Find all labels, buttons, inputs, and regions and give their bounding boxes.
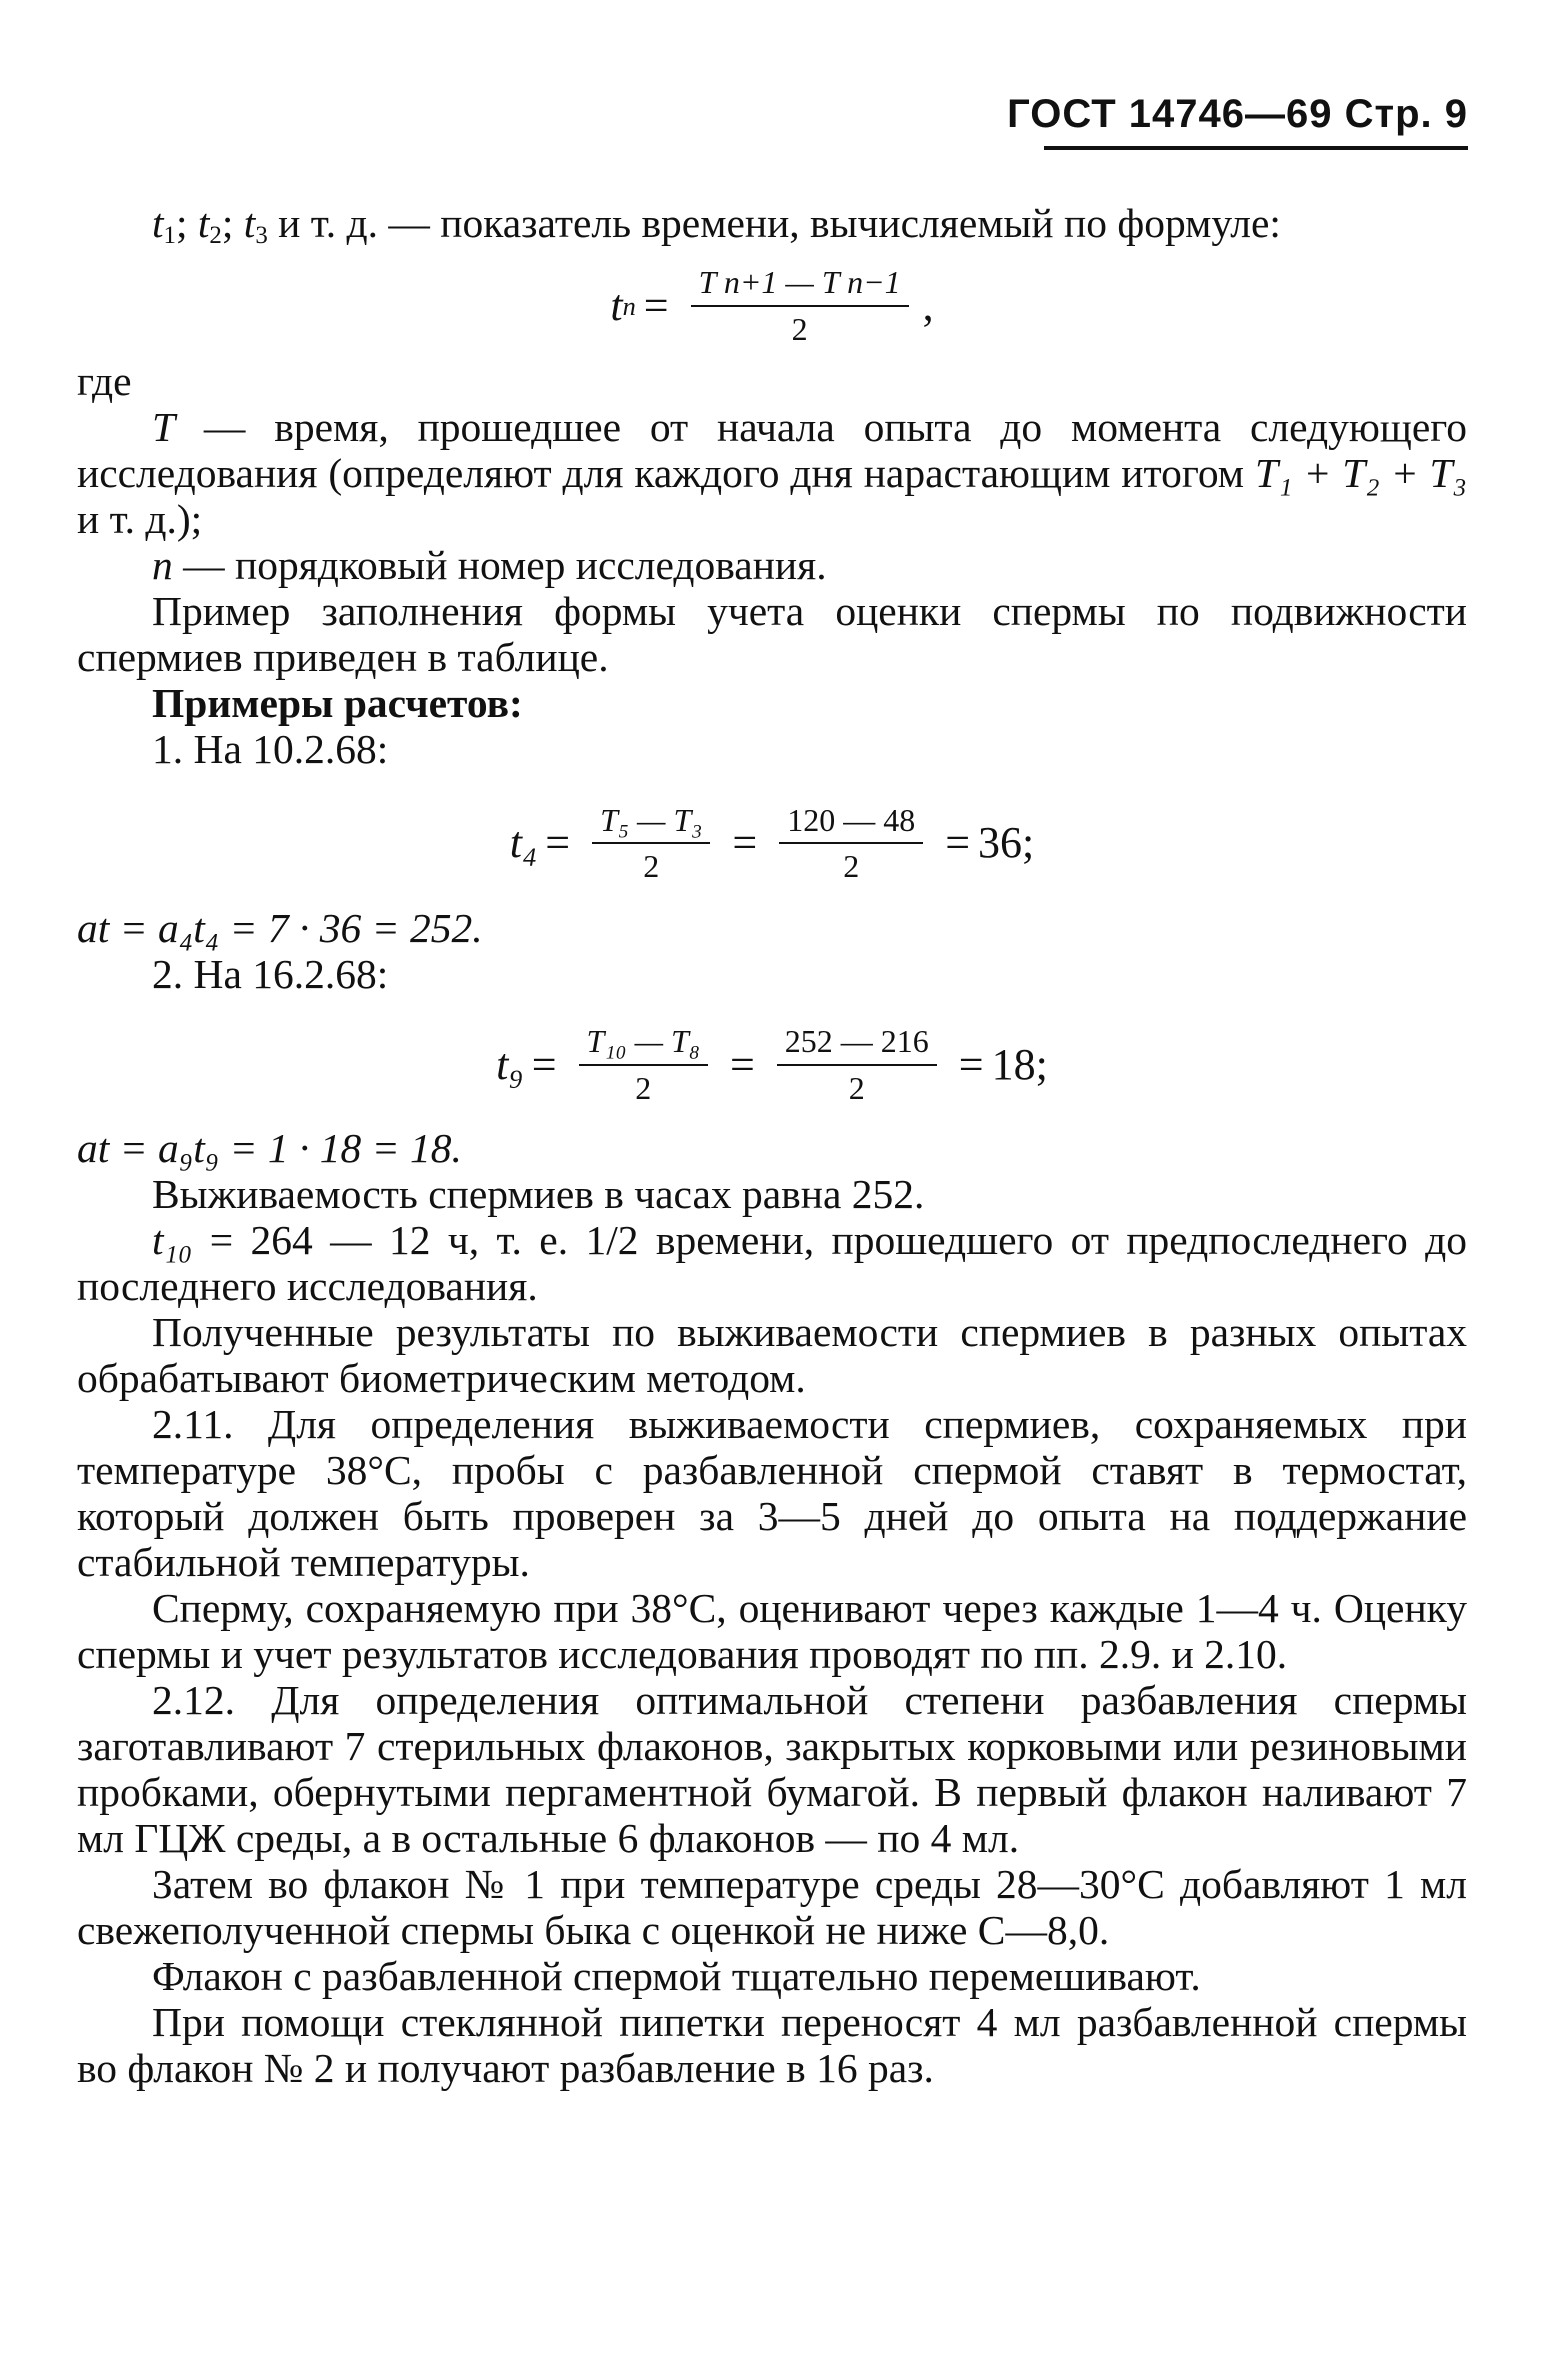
para-vial1: Затем во флакон № 1 при температуре среды 28—30°С добавляют 1 мл свежеполученной спермы быка с оценкой не ниже С—8,0. xyxy=(77,1860,1467,1953)
example2-eq1: = xyxy=(531,1039,557,1089)
example1-eq1: = xyxy=(545,818,571,868)
example2-frac2-num: 252 — 216 xyxy=(777,1023,937,1066)
example1-frac1-den: 2 xyxy=(643,848,660,885)
t-definition-text: и т. д. — показатель времени, вычисляемый по формуле: xyxy=(267,200,1281,246)
t2-symbol: t xyxy=(197,200,210,246)
para-results: Полученные результаты по выживаемости спермиев в разных опытах обрабатывают биометрическим методом. xyxy=(77,1308,1467,1401)
formula-tn-tail: , xyxy=(922,280,934,330)
para-2-12: 2.12. Для определения оптимальной степени разбавления спермы заготавливают 7 стерильных флаконов, закрытых корковыми или резиновыми пробками, обернутыми пергаментной бумагой. В первый флакон наливают 7 мл ГЦЖ среды, а в остальные 6 флаконов — по 4 мл. xyxy=(77,1676,1467,1861)
def-n-text: — порядковый номер исследования. xyxy=(172,541,827,588)
formula-tn-eq: = xyxy=(643,280,669,330)
sep2: ; xyxy=(221,200,244,246)
example1-eq2: = xyxy=(732,818,758,868)
para-t-definition xyxy=(77,200,1467,250)
formula-tn-numerator: T n+1 — T n−1 xyxy=(691,264,909,307)
def-T-text: — время, прошедшее от начала опыта до момента следующего исследования (определяют для каждого дня нарастающим итогом xyxy=(77,403,1467,496)
header-rule xyxy=(1044,146,1468,150)
formula-tn-fraction xyxy=(691,264,909,348)
example2-frac1-den: 2 xyxy=(635,1069,652,1106)
def-T-symbol: T xyxy=(152,403,176,450)
example2-formula xyxy=(77,1023,1467,1107)
para-mix: Флакон с разбавленной спермой тщательно перемешивают. xyxy=(152,1952,1201,1999)
formula-tn-lhs: t xyxy=(610,280,623,330)
example1-formula xyxy=(77,802,1467,886)
t10-line xyxy=(77,1217,1467,1309)
para-example-form: Пример заполнения формы учета оценки спермы по подвижности спермиев приведен в таблице. xyxy=(77,587,1467,680)
example2-fraction1 xyxy=(579,1023,708,1107)
t1-sub: 1 xyxy=(163,222,176,250)
example2-fraction2 xyxy=(777,1023,937,1107)
para-2-11: 2.11. Для определения выживаемости спермиев, сохраняемых при температуре 38°С, пробы с разбавленной спермой ставят в термостат, который должен быть проверен за 3—5 дней до опыта на поддержание стабильной температуры. xyxy=(77,1400,1467,1585)
example1-fraction2 xyxy=(779,802,923,886)
example1-frac2-den: 2 xyxy=(843,848,860,885)
survival-line: Выживаемость спермиев в часах равна 252. xyxy=(152,1170,925,1217)
example1-at-line: at = a₄t₄ = 7 · 36 = 252. xyxy=(77,905,483,952)
example2-frac2-den: 2 xyxy=(848,1069,865,1106)
t10-fraction: 1/2 xyxy=(585,1216,639,1263)
example2-label: 2. На 16.2.68: xyxy=(152,951,389,998)
example2-lhs: t₉ xyxy=(496,1039,524,1089)
example2-eq2: = xyxy=(729,1039,755,1089)
example2-frac1-num: T₁₀ — T₈ xyxy=(579,1023,708,1066)
where-label: где xyxy=(77,357,132,404)
t1-symbol: t xyxy=(152,200,164,246)
example2-eq3: = xyxy=(958,1039,984,1089)
example1-lhs: t₄ xyxy=(509,818,538,868)
page-header: ГОСТ 14746—69 Стр. 9 xyxy=(1007,92,1468,136)
def-T-sum: T₁ + T₂ + T₃ xyxy=(1254,449,1467,496)
example1-frac2-num: 120 — 48 xyxy=(779,802,923,845)
t3-symbol: t xyxy=(243,200,256,246)
sep1: ; xyxy=(175,200,198,246)
t3-sub: 3 xyxy=(255,222,268,250)
para-sperm-38: Сперму, сохраняемую при 38°С, оценивают через каждые 1—4 ч. Оценку спермы и учет результатов исследования проводят по пп. 2.9. и 2.10. xyxy=(77,1584,1467,1677)
examples-heading: Примеры расчетов: xyxy=(152,679,523,726)
def-T-tail: и т. д.); xyxy=(77,495,203,542)
def-T xyxy=(77,404,1467,542)
para-pipette: При помощи стеклянной пипетки переносят 4 мл разбавленной спермы во флакон № 2 и получают разбавление в 16 раз. xyxy=(77,1998,1467,2091)
example1-result: 36; xyxy=(978,818,1035,868)
document-body xyxy=(77,200,1467,2091)
def-n-symbol: n xyxy=(152,541,173,588)
example1-fraction1 xyxy=(592,802,710,886)
formula-tn-denominator: 2 xyxy=(791,310,808,347)
example1-label: 1. На 10.2.68: xyxy=(152,725,389,772)
t10-text: = 264 — 12 ч, т. е. xyxy=(192,1216,586,1263)
example2-result: 18; xyxy=(991,1039,1048,1089)
example1-eq3: = xyxy=(945,818,971,868)
t10-lhs: t₁₀ xyxy=(152,1216,193,1263)
formula-tn: t n = $\frac{\text{T n+1 — T n−1}}{2}$ , xyxy=(610,264,934,347)
example1-frac1-num: T₅ — T₃ xyxy=(592,802,710,845)
example2-at-line: at = a₉t₉ = 1 · 18 = 18. xyxy=(77,1124,462,1171)
t10-tail: времени, прошедшего от предпоследнего до последнего исследования. xyxy=(77,1216,1467,1309)
def-n xyxy=(77,542,1467,588)
t2-sub: 2 xyxy=(209,222,222,250)
